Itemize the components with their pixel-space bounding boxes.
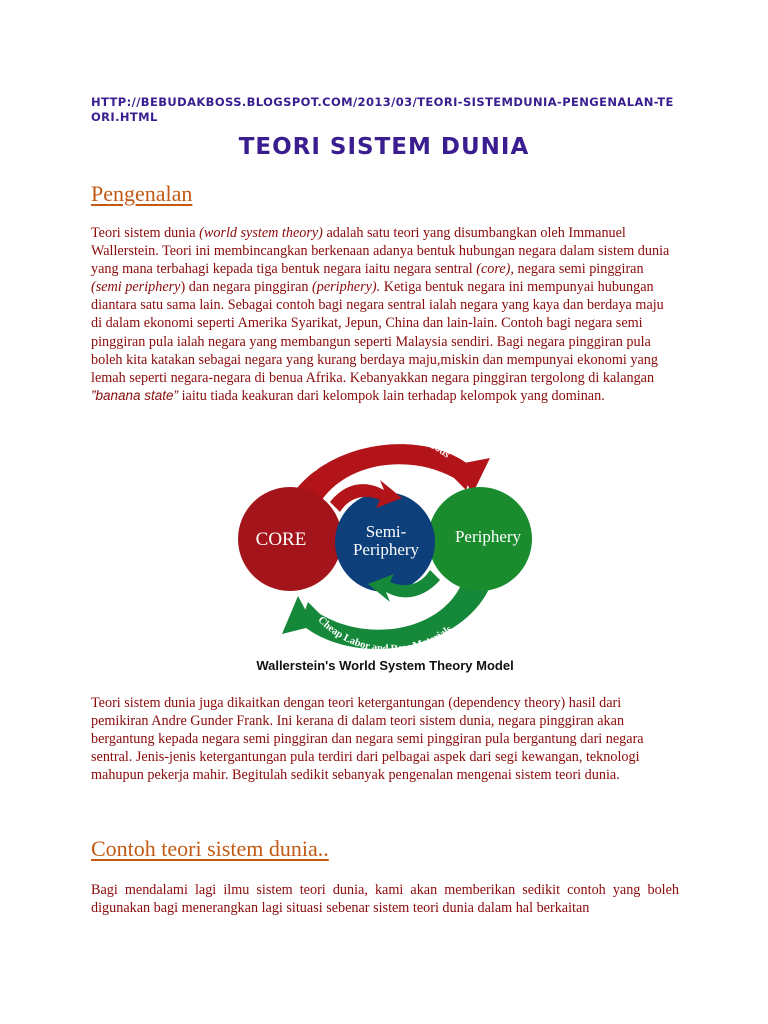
dependency-paragraph: Teori sistem dunia juga dikaitkan dengan teori ketergantungan (dependency theory) hasil dari pemikiran Andre Gunder Frank. Ini kerana di dalam teori sistem dunia, negara pinggiran akan bergantung kepada negara semi pinggiran dan negara semi pinggiran pula bergantung dari negara sentral. Jenis-jenis ketergantungan pula terdiri dari pelbagai aspek dari segi kewangan, teknologi mahupun pekerja mahir. Begitulah sedikit sebanyak pengenalan mengenai sistem teori dunia.: [91, 695, 644, 784]
figure-caption: Wallerstein's World System Theory Model: [256, 658, 514, 673]
bottom-arrow-label: Cheap Labor and Raw Materials: [315, 614, 455, 655]
intro-paragraph: [91, 224, 676, 405]
italic-run: ”banana state”: [91, 387, 179, 403]
world-system-diagram: [234, 420, 536, 678]
section-heading-contoh: Contoh teori sistem dunia..: [91, 836, 329, 861]
text-run: Teori sistem dunia: [91, 225, 200, 241]
italic-run: (periphery).: [312, 279, 381, 296]
core-label: CORE: [255, 529, 307, 550]
semi-label-2: Periphery: [352, 540, 420, 559]
top-arrow-label: High Profit Consumption Goods: [309, 429, 452, 474]
italic-run: (core),: [476, 261, 514, 278]
italic-run: (world system theory): [199, 225, 323, 241]
text-run: negara semi pinggiran: [513, 261, 644, 278]
example-paragraph: Bagi mendalami lagi ilmu sistem teori dunia, kami akan memberikan sedikit contoh yang boleh digunakan bagi menerangkan lagi situasi sebenar sistem teori dunia dalam hal berkaitan: [91, 882, 679, 917]
source-url[interactable]: HTTP://BEBUDAKBOSS.BLOGSPOT.COM/2013/03/TEORI-SISTEMDUNIA-PENGENALAN-TEORI.HTML: [91, 95, 674, 124]
text-run: iaitu tiada keakuran dari kelompok lain terhadap kelompok yang dominan.: [178, 387, 605, 404]
text-run: Ketiga bentuk negara ini mempunyai hubungan diantara satu sama lain. Sebagai contoh bagi negara sentral ialah negara yang kaya dan berdaya maju di dalam ekonomi seperti Amerika Syarikat, Jepun, China dan lain-lain. Contoh bagi negara semi pinggiran pula ialah negara yang membangun seperti Malaysia sendiri. Bagi negara pinggiran pula boleh kita katakan sebagai negara yang kurang berdaya maju,miskin dan mempunyai ekonomi yang lemah seperti negara-negara di benua Afrika. Kebanyakkan negara pinggiran tergolong di kalangan: [91, 279, 664, 386]
text-run: adalah satu teori yang disumbangkan oleh Immanuel Wallerstein. Teori ini membincangkan berkenaan adanya bentuk hubungan negara dalam sistem dunia yang mana terbahagi kepada tiga bentuk negara iaitu negara sentral: [91, 225, 670, 278]
section-heading-pengenalan: Pengenalan: [91, 181, 193, 206]
text-run: ) dan negara pinggiran: [180, 279, 313, 296]
italic-run: (semi periphery: [91, 279, 181, 296]
periphery-label: Periphery: [454, 527, 522, 546]
semi-label-1: Semi-: [365, 522, 407, 541]
page-title: TEORI SISTEM DUNIA: [238, 134, 530, 160]
